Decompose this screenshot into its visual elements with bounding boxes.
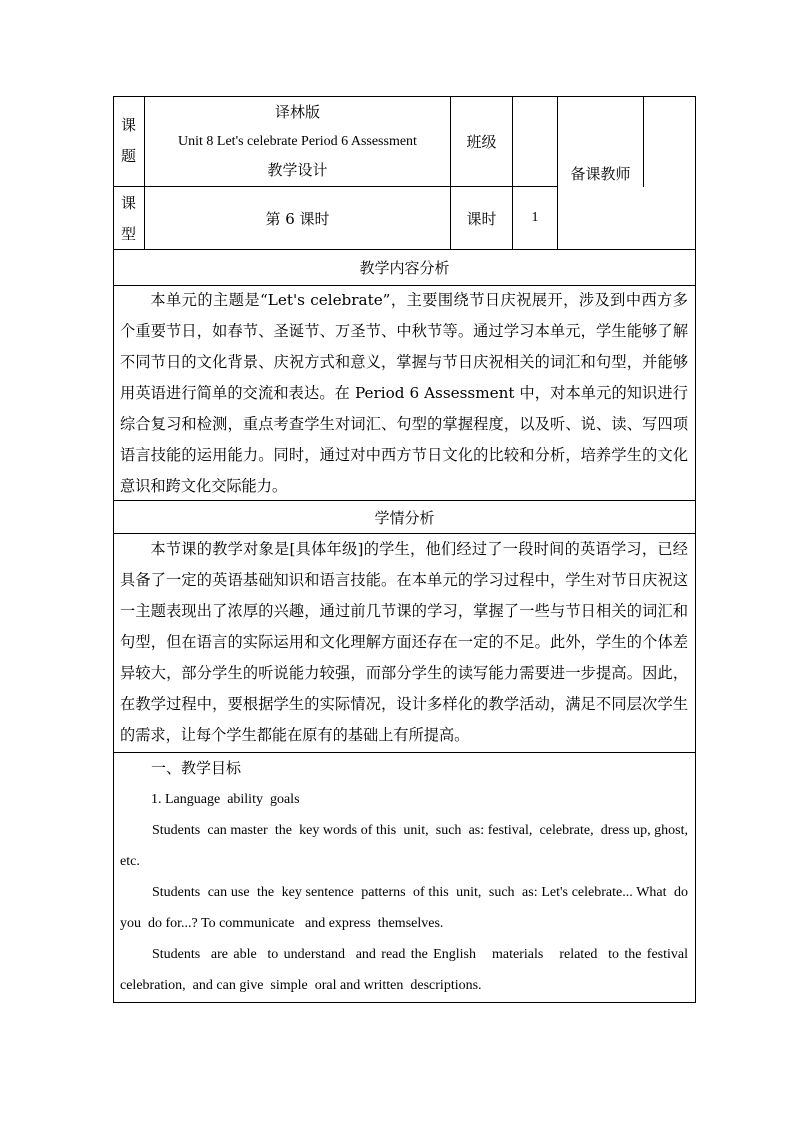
lesson-title — [145, 97, 450, 186]
content-analysis-heading: 教学内容分析 — [359, 259, 450, 277]
period-label: 课时 — [466, 209, 497, 228]
ke-ti-label: 课 题 — [120, 116, 136, 165]
title-line-design: 教学设计 — [267, 161, 328, 179]
objectives-heading: 一、教学目标 — [151, 759, 242, 777]
content-analysis-text: 本单元的主题是“Let's celebrate”，主要围绕节日庆祝展开，涉及到中西方多个重要节日，如春节、圣诞节、万圣节、中秋节等。通过学习本单元，学生能够了解不同节日的文化背景、庆祝方式和意义，掌握与节日庆祝相关的词汇和句型，并能够用英语进行简单的交流和表达。在 Period 6 Assessment 中，对本单元的知识进行综合复习和检测，重点考查学生对词汇、句型的掌握程度，以及听、说、读、写四项语言技能的运用能力。同时，通过对中西方节日文化的比较和分析，培养学生的文化意识和跨文化交际能力。 — [120, 291, 688, 495]
ke-xing-label: 课 型 — [120, 194, 136, 243]
title-line-unit: Unit 8 Let's celebrate Period 6 Assessment — [178, 134, 417, 149]
objective-item: Students are able to understand and read the English materials related to the festival celebration, and can give simple oral and written descriptions. — [120, 947, 692, 993]
title-line-publisher: 译林版 — [274, 103, 320, 121]
period-value: 1 — [531, 210, 539, 225]
objectives-list — [120, 815, 695, 1001]
teacher-label: 备课教师 — [570, 164, 631, 183]
lesson-type-value: 第 6 课时 — [265, 209, 330, 228]
objective-item: Students can master the key words of this unit, such as: festival, celebrate, dress up, ghost, etc. — [120, 823, 695, 869]
student-analysis-text: 本节课的教学对象是[具体年级]的学生，他们经过了一段时间的英语学习，已经具备了一定的英语基础知识和语言技能。在本单元的学习过程中，学生对节日庆祝这一主题表现出了浓厚的兴趣，通过前几节课的学习，掌握了一些与节日相关的词汇和句型，但在语言的实际运用和文化理解方面还存在一定的不足。此外，学生的个体差异较大，部分学生的听说能力较强，而部分学生的读写能力需要进一步提高。因此，在教学过程中，要根据学生的实际情况，设计多样化的教学活动，满足不同层次学生的需求，让每个学生都能在原有的基础上有所提高。 — [120, 540, 688, 744]
student-analysis-heading: 学情分析 — [374, 508, 435, 527]
teacher-value — [644, 97, 695, 249]
objectives-subheading: 1. Language ability goals — [151, 792, 300, 807]
objective-item: Students can use the key sentence patterns of this unit, such as: Let's celebrate... What do you do for...? To communicate and express themselves. — [120, 885, 692, 931]
class-label: 班级 — [466, 133, 497, 151]
